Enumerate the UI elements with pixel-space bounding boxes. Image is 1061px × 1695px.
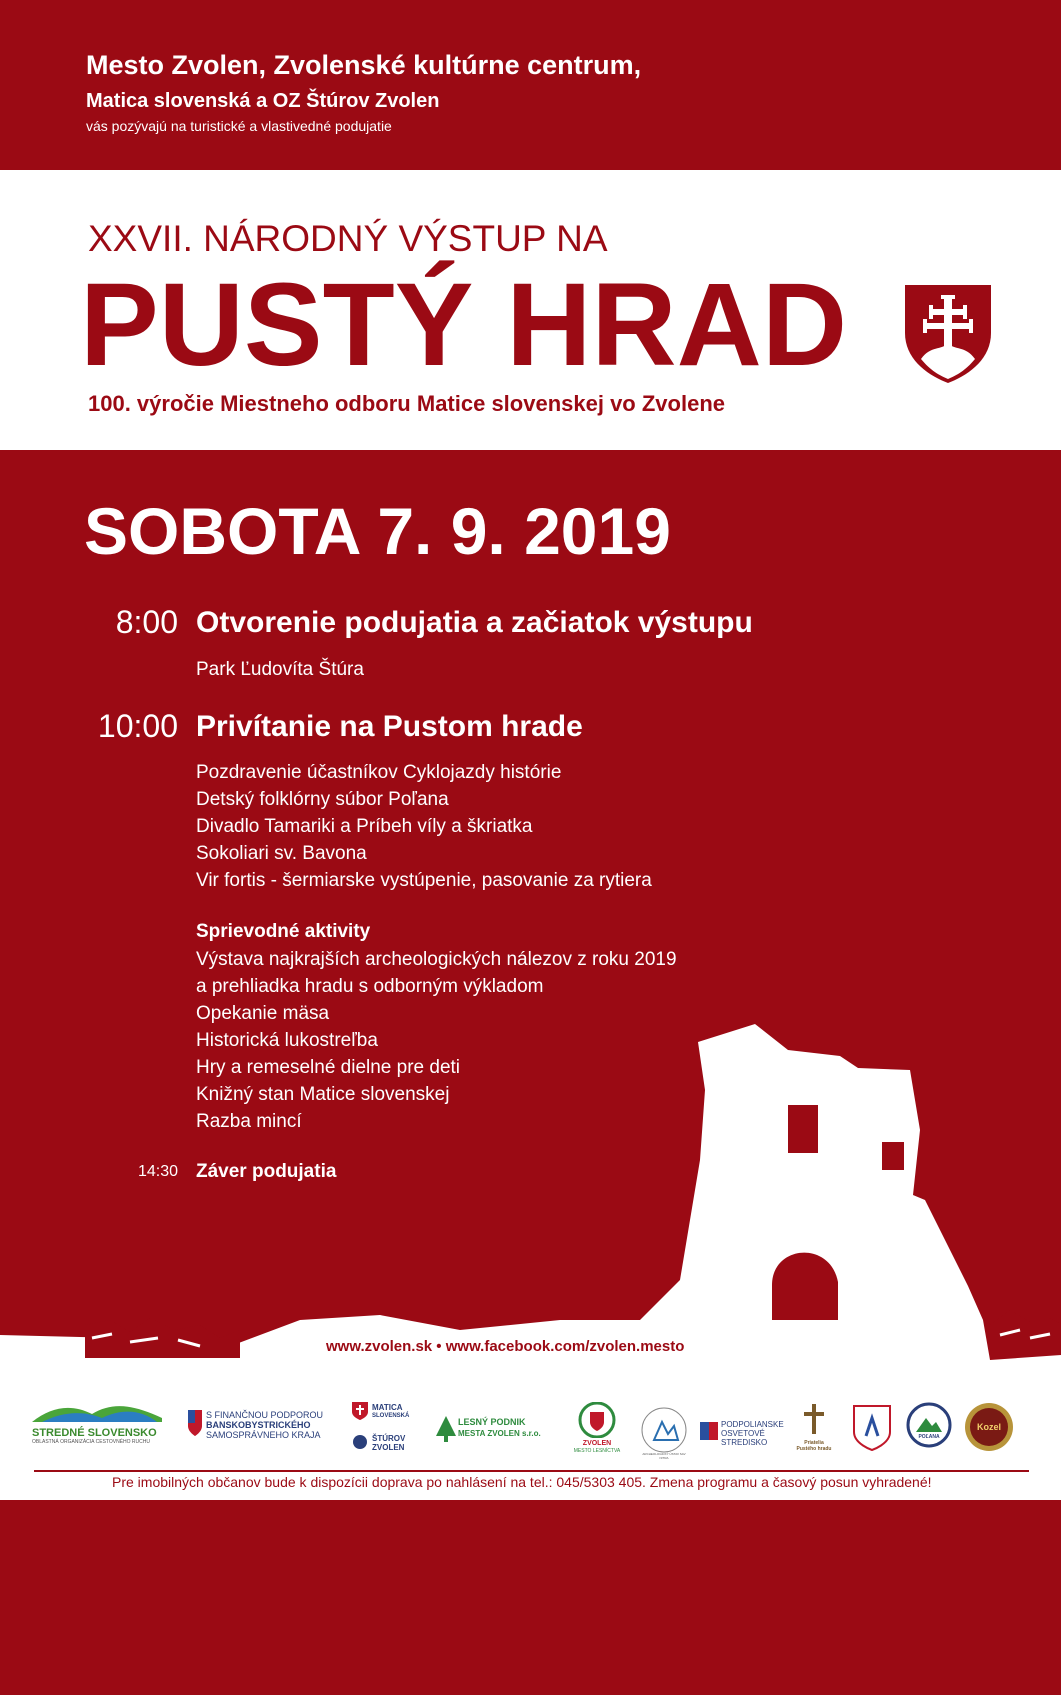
- bbsk-line3: SAMOSPRÁVNEHO KRAJA: [206, 1430, 321, 1440]
- priatelia-logo: [796, 1402, 832, 1458]
- item1-place: Park Ľudovíta Štúra: [196, 659, 364, 680]
- organizers-line-1: Mesto Zvolen, Zvolenské kultúrne centrum,: [86, 50, 642, 80]
- matica-line1: MATICA: [372, 1403, 403, 1412]
- hills-icon: [32, 1400, 162, 1422]
- pos-line2: OSVETOVÉ: [721, 1429, 765, 1438]
- list-item: Sokoliari sv. Bavona: [196, 843, 367, 864]
- list-item: Pozdravenie účastníkov Cyklojazdy histórie: [196, 762, 562, 783]
- list-item: a prehliadka hradu s odborným výkladom: [196, 976, 544, 997]
- coat-of-arms-icon: [905, 285, 991, 383]
- cross-emblem-icon: [800, 1402, 828, 1436]
- time-1430: 14:30: [137, 1163, 178, 1180]
- footer-divider: [34, 1470, 1029, 1472]
- bbsk-line1: S FINANČNOU PODPOROU: [206, 1410, 324, 1420]
- stredne-slovensko-logo: [32, 1400, 162, 1450]
- archeo-logo: [638, 1404, 690, 1460]
- priatelia-text: Priatelia Pustého hradu: [796, 1440, 832, 1452]
- activities-heading: Sprievodné aktivity: [196, 921, 371, 942]
- item3-title: Záver podujatia: [196, 1161, 337, 1182]
- kozel-logo: [964, 1402, 1014, 1452]
- footer-note: Pre imobilných občanov bude k dispozícii doprava po nahlásení na tel.: 045/5303 405. Zmena programu a časový posun vyhradené!: [112, 1474, 932, 1490]
- list-item: Výstava najkrajších archeologických nálezov z roku 2019: [196, 949, 677, 970]
- time-10: 10:00: [97, 708, 178, 744]
- sturov-line1: ŠTÚROV: [372, 1434, 406, 1443]
- archeo-text: ARCHEOLOGICKÝ ÚSTAV SAV NITRA: [642, 1452, 686, 1460]
- polana-logo: [906, 1402, 952, 1448]
- zvolen-emblem-icon: [575, 1402, 619, 1438]
- list-item: Hry a remeselné dielne pre deti: [196, 1057, 461, 1078]
- list-item: Detský folklórny súbor Poľana: [196, 789, 449, 810]
- kozel-text: Kozel: [976, 1422, 1001, 1432]
- event-date: SOBOTA 7. 9. 2019: [84, 494, 671, 568]
- stredne-text: STREDNÉ SLOVENSKO: [32, 1427, 157, 1439]
- list-item: Razba mincí: [196, 1111, 302, 1132]
- polana-text: POĽANA: [918, 1434, 940, 1440]
- list-item: Historická lukostreľba: [196, 1030, 378, 1051]
- castle-ruin-illustration: [0, 1020, 1061, 1380]
- zvolen-line1: ZVOLEN: [582, 1440, 612, 1447]
- list-item: Opekanie mäsa: [196, 1003, 330, 1024]
- sturov-emblem-icon: [352, 1434, 368, 1450]
- archeo-emblem-icon: [638, 1404, 690, 1456]
- tree-icon: [436, 1416, 456, 1442]
- pos-line3: STREDISKO: [721, 1438, 768, 1447]
- time-8: 8:00: [115, 604, 178, 640]
- item2-list: [196, 759, 652, 894]
- matica-line2: SLOVENSKÁ: [372, 1413, 410, 1419]
- list-item: Divadlo Tamariki a Príbeh víly a škriatka: [196, 816, 533, 837]
- item1-title: Otvorenie podujatia a začiatok výstupu: [196, 606, 753, 639]
- sturov-line2: ZVOLEN: [372, 1443, 405, 1452]
- klub-badge-icon: [850, 1402, 894, 1452]
- event-subtitle: XXVII. NÁRODNÝ VÝSTUP NA: [88, 218, 608, 259]
- list-item: Knižný stan Matice slovenskej: [196, 1084, 450, 1105]
- header-band: [0, 0, 1061, 170]
- organizers-line-2: Matica slovenská a OZ Štúrov Zvolen: [86, 90, 440, 112]
- zvolen-mesto-logo: [570, 1402, 624, 1458]
- zvolen-line2: MESTO LESNÍCTVA: [573, 1448, 621, 1454]
- bbsk-line2: BANSKOBYSTRICKÉHO: [206, 1420, 311, 1430]
- stredne-subtext: OBLASTNÁ ORGANIZÁCIA CESTOVNÉHO RUCHU: [32, 1439, 150, 1445]
- pos-emblem-icon: [700, 1422, 718, 1440]
- matica-emblem-icon: [352, 1402, 368, 1420]
- lesny-line1: LESNÝ PODNIK: [458, 1417, 526, 1427]
- event-title: PUSTÝ HRAD: [80, 259, 848, 391]
- podpolianske-logo: [700, 1420, 784, 1450]
- matica-sturov-logo: [352, 1402, 422, 1454]
- lesny-podnik-logo: [436, 1416, 556, 1446]
- list-item: Vir fortis - šermiarske vystúpenie, pasovanie za rytiera: [196, 870, 652, 891]
- pos-line1: PODPOLIANSKE: [721, 1420, 784, 1429]
- invite-text: vás pozývajú na turistické a vlastivedné podujatie: [86, 118, 392, 134]
- polana-emblem-icon: [906, 1402, 952, 1448]
- item2-title: Privítanie na Pustom hrade: [196, 710, 583, 743]
- lesny-line2: MESTA ZVOLEN s.r.o.: [458, 1429, 541, 1438]
- bbsk-shield-icon: [188, 1410, 202, 1436]
- web-links[interactable]: www.zvolen.sk • www.facebook.com/zvolen.mesto: [326, 1338, 685, 1355]
- anniversary-text: 100. výročie Miestneho odboru Matice slovenskej vo Zvolene: [88, 391, 725, 416]
